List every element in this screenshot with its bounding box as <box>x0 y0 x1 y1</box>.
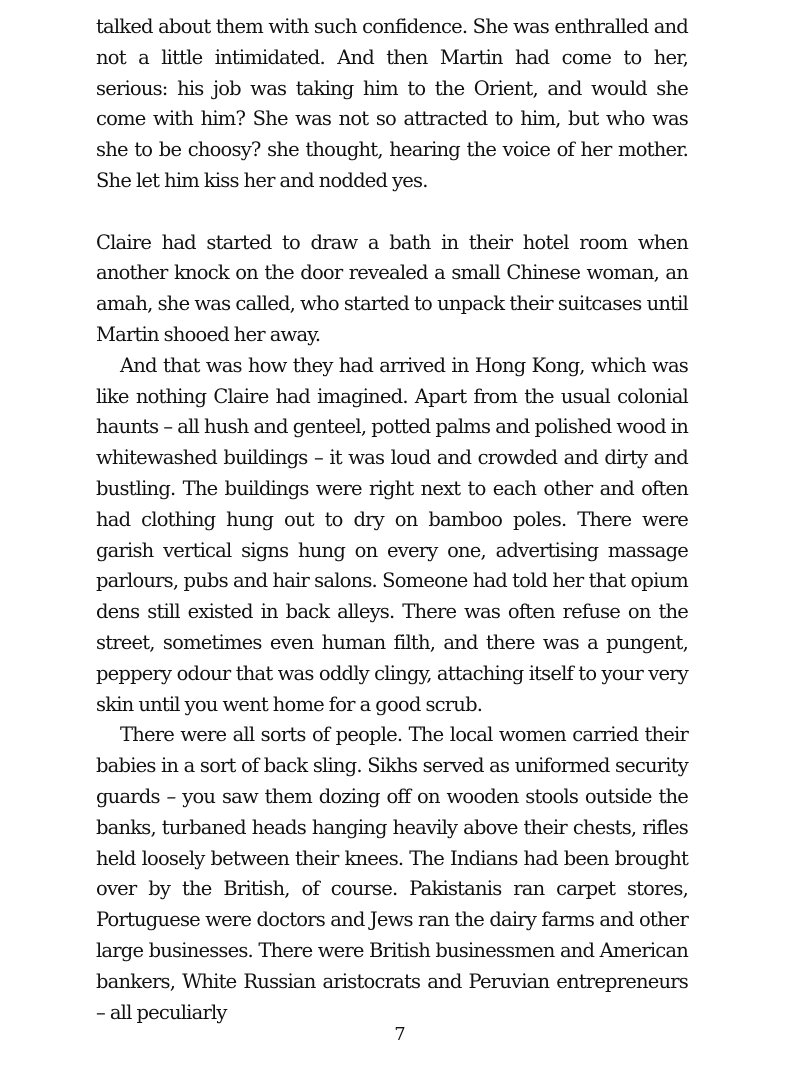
body-text <box>96 12 688 1028</box>
paragraph-people: There were all sorts of people. The local women carried their babies in a sort of back sling. Sikhs served as uniformed security guards – you saw them dozing off on wooden stools outside the banks, turbaned heads hanging heavily above their chests, rifles held loosely between their knees. The Indians had been brought over by the British, of course. Pakistanis ran carpet stores, Portuguese were doctors and Jews ran the dairy farms and other large businesses. There were British businessmen and American bankers, White Russian aristocrats and Peruvian entrepreneurs – all peculiarly <box>96 723 688 1024</box>
paragraph-hong-kong: And that was how they had arrived in Hong Kong, which was like nothing Claire had imagined. Apart from the usual colonial haunts – all hush and genteel, potted palms and polished wood in whitewashed buildings – it was loud and crowded and dirty and bustling. The buildings were right next to each other and often had clothing hung out to dry on bamboo poles. There were garish vertical signs hung on every one, advertising massage parlours, pubs and hair salons. Someone had told her that opium dens still existed in back alleys. There was often refuse on the street, sometimes even human filth, and there was a pungent, peppery odour that was oddly clingy, attaching itself to your very skin until you went home for a good scrub. <box>96 353 688 716</box>
paragraph-continued: talked about them with such confidence. She was enthralled and not a little intimidated. And then Martin had come to her, serious: his job was taking him to the Orient, and would she come with him? She was not so attracted to him, but who was she to be choosy? she thought, hearing the voice of her mother. She let him kiss her and nodded yes. <box>96 15 688 192</box>
page-number: 7 <box>394 1024 406 1045</box>
section-break <box>96 197 688 228</box>
paragraph-section-start: Claire had started to draw a bath in their hotel room when another knock on the door revealed a small Chinese woman, an amah, she was called, who started to unpack their suitcases until Martin shooed her away. <box>96 230 688 346</box>
